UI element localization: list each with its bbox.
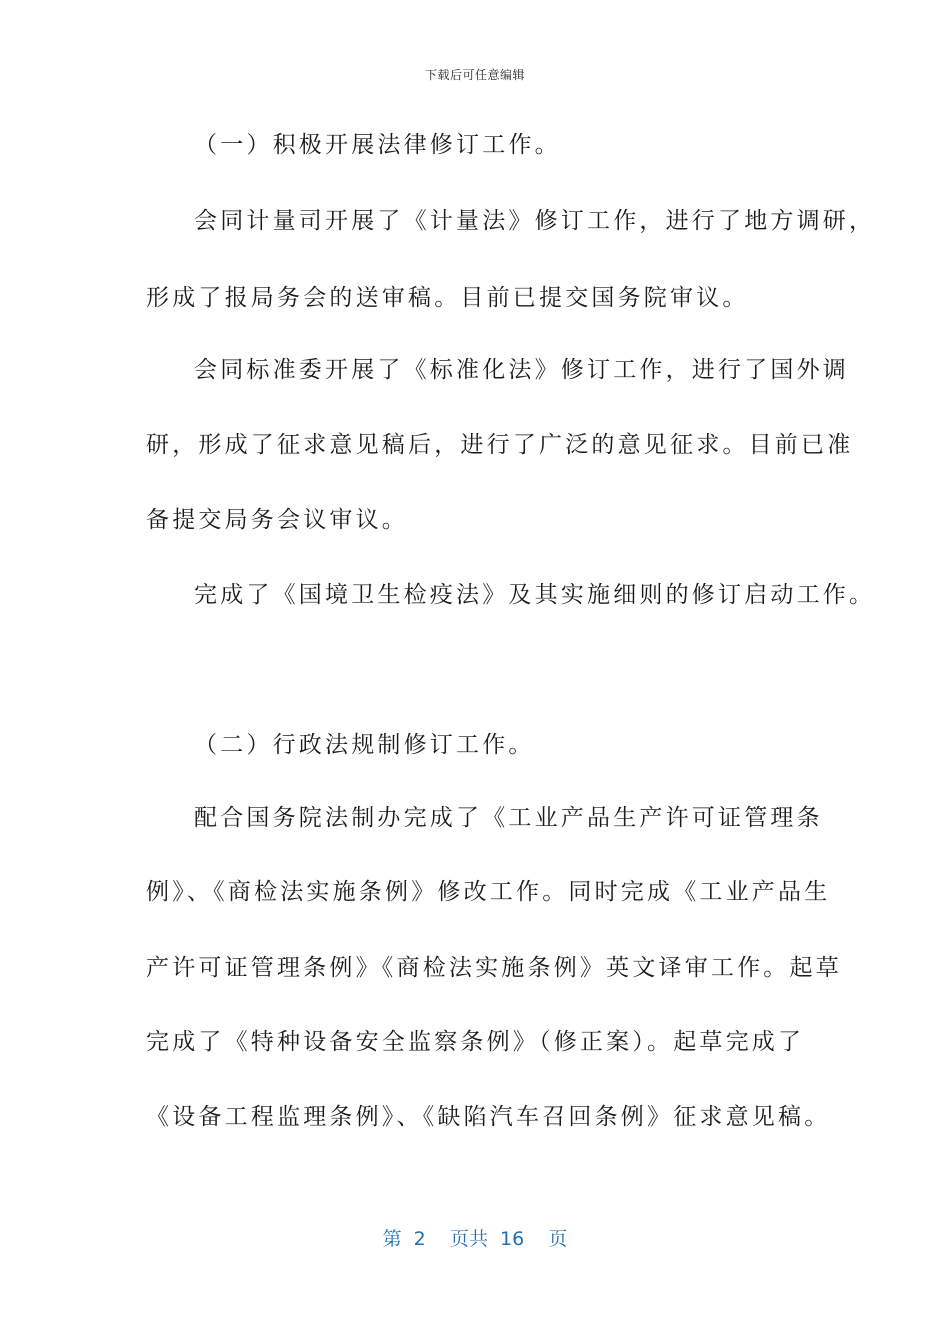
paragraph-line: 产许可证管理条例》《商检法实施条例》英文译审工作。起草 xyxy=(146,955,842,981)
footer-middle: 页共 xyxy=(449,1228,488,1250)
paragraph-line: 备提交局务会议审议。 xyxy=(146,507,408,533)
paragraph-line: 形成了报局务会的送审稿。目前已提交国务院审议。 xyxy=(146,285,749,311)
section-heading-2: （二）行政法规制修订工作。 xyxy=(194,732,535,758)
section-heading-1: （一）积极开展法律修订工作。 xyxy=(194,132,561,158)
paragraph-line: 《设备工程监理条例》、《缺陷汽车召回条例》征求意见稿。 xyxy=(146,1104,831,1130)
footer-total-pages: 16 xyxy=(500,1228,525,1250)
paragraph-line: 完成了《国境卫生检疫法》及其实施细则的修订启动工作。 xyxy=(194,582,876,608)
footer-page-number: 2 xyxy=(413,1228,426,1250)
footer-suffix: 页 xyxy=(548,1228,568,1250)
footer-prefix: 第 xyxy=(382,1228,402,1250)
page-footer xyxy=(0,1224,950,1251)
paragraph-line: 配合国务院法制办完成了《工业产品生产许可证管理条 xyxy=(194,805,823,831)
paragraph-line: 完成了《特种设备安全监察条例》（修正案）。起草完成了 xyxy=(146,1029,805,1055)
paragraph-line: 会同标准委开展了《标准化法》修订工作，进行了国外调 xyxy=(194,357,849,383)
paragraph-line: 会同计量司开展了《计量法》修订工作，进行了地方调研， xyxy=(194,208,876,234)
page-header: 下载后可任意编辑 xyxy=(424,68,525,82)
paragraph-line: 研，形成了征求意见稿后，进行了广泛的意见征求。目前已准 xyxy=(146,432,854,458)
paragraph-line: 例》、《商检法实施条例》修改工作。同时完成《工业产品生 xyxy=(146,879,831,905)
